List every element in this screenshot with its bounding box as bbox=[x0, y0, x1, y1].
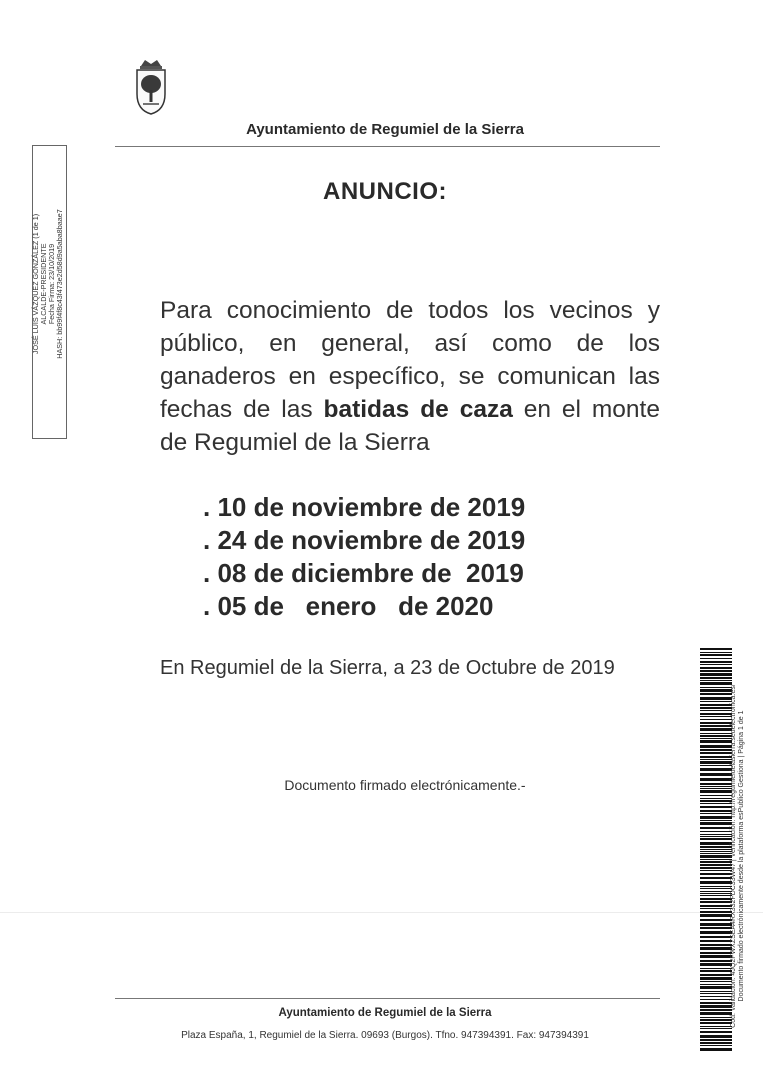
barcode-bar bbox=[700, 842, 732, 845]
signed-note: Documento firmado electrónicamente.- bbox=[284, 777, 526, 793]
footer-divider bbox=[115, 998, 660, 999]
verification-text bbox=[730, 666, 752, 1046]
barcode-bar bbox=[700, 1009, 732, 1011]
barcode-bar bbox=[700, 944, 732, 946]
barcode-bar bbox=[700, 1022, 732, 1024]
barcode-bar bbox=[700, 888, 732, 889]
intro-bold-text: batidas de caza bbox=[323, 396, 513, 423]
date-item: . 08 de diciembre de 2019 bbox=[203, 558, 524, 588]
barcode-bar bbox=[700, 919, 732, 921]
barcode-bar bbox=[700, 689, 732, 692]
barcode-bar bbox=[700, 867, 732, 869]
hunt-dates-list bbox=[203, 491, 623, 623]
barcode-bar bbox=[700, 803, 732, 804]
barcode-bar bbox=[700, 849, 732, 850]
barcode-bar bbox=[700, 661, 732, 663]
barcode-bar bbox=[700, 682, 732, 685]
barcode-bar bbox=[700, 981, 732, 982]
barcode-bar bbox=[700, 654, 732, 656]
barcode-icon bbox=[700, 648, 732, 1051]
barcode-bar bbox=[700, 725, 732, 727]
barcode-bar bbox=[700, 838, 732, 840]
date-item: . 24 de noviembre de 2019 bbox=[203, 525, 526, 555]
barcode-bar bbox=[700, 710, 732, 711]
barcode-bar bbox=[700, 984, 732, 985]
barcode-bar bbox=[700, 790, 732, 793]
verification-platform: Documento firmado electrónicamente desde la plataforma esPublico Gestiona | Página 1 de 1 bbox=[738, 710, 745, 1002]
barcode-bar bbox=[700, 893, 732, 894]
barcode-bar bbox=[700, 658, 732, 659]
barcode-bar bbox=[700, 891, 732, 892]
date-item: . 05 de enero de 2020 bbox=[203, 591, 494, 621]
barcode-bar bbox=[700, 877, 732, 879]
barcode-bar bbox=[700, 733, 732, 734]
barcode-bar bbox=[700, 1042, 732, 1044]
barcode-bar bbox=[700, 993, 732, 994]
barcode-bar bbox=[700, 908, 732, 909]
barcode-bar bbox=[700, 773, 732, 776]
date-item: . 10 de noviembre de 2019 bbox=[203, 492, 526, 522]
signature-role: ALCALDE-PRESIDENTE bbox=[39, 243, 48, 325]
intro-text-end: en el monte de Regumiel de la Sierra bbox=[160, 396, 660, 456]
barcode-bar bbox=[700, 749, 732, 751]
barcode-bar bbox=[700, 986, 732, 989]
barcode-bar bbox=[700, 652, 732, 653]
barcode-bar bbox=[700, 1039, 732, 1041]
barcode-bar bbox=[700, 1002, 732, 1004]
signature-text bbox=[32, 169, 64, 399]
barcode-bar bbox=[700, 697, 732, 700]
barcode-bar bbox=[700, 701, 732, 702]
barcode-bar bbox=[700, 861, 732, 863]
verification-code: Cód. Validación: 4JQ2FWXZSEA4RX332FDC33W47 | Verificación: http://regumieldelasierra.sedelectronica.es/ bbox=[730, 684, 737, 1028]
barcode-bar bbox=[700, 745, 732, 748]
barcode-bar bbox=[700, 795, 732, 796]
municipal-crest-icon bbox=[131, 56, 171, 116]
barcode-bar bbox=[700, 831, 732, 832]
barcode-bar bbox=[700, 864, 732, 866]
barcode-bar bbox=[700, 901, 732, 903]
barcode-bar bbox=[700, 960, 732, 962]
barcode-bar bbox=[700, 677, 732, 679]
barcode-bar bbox=[700, 719, 732, 720]
barcode-bar bbox=[700, 786, 732, 787]
barcode-bar bbox=[700, 1031, 732, 1033]
barcode-bar bbox=[700, 820, 732, 821]
barcode-bar bbox=[700, 800, 732, 802]
barcode-bar bbox=[700, 670, 732, 672]
barcode-bar bbox=[700, 970, 732, 972]
barcode-bar bbox=[700, 822, 732, 825]
signature-name: JOSÉ LUIS VÁZQUEZ GONZÁLEZ (1 de 1) bbox=[31, 213, 40, 355]
barcode-bar bbox=[700, 765, 732, 766]
barcode-bar bbox=[700, 914, 732, 917]
barcode-bar bbox=[700, 716, 732, 717]
barcode-bar bbox=[700, 816, 732, 819]
barcode-bar bbox=[700, 991, 732, 992]
barcode-bar bbox=[700, 873, 732, 875]
document-title: ANUNCIO: bbox=[323, 178, 447, 205]
signature-hash: HASH: bb99f4f8c43f473e2d58d9a5aba8baae7 bbox=[55, 209, 64, 359]
barcode-bar bbox=[700, 963, 732, 966]
barcode-bar bbox=[700, 707, 732, 709]
barcode-bar bbox=[700, 783, 732, 785]
barcode-bar bbox=[700, 693, 732, 695]
barcode-bar bbox=[700, 851, 732, 852]
barcode-bar bbox=[700, 911, 732, 913]
barcode-bar bbox=[700, 664, 732, 665]
barcode-bar bbox=[700, 974, 732, 976]
barcode-bar bbox=[700, 834, 732, 835]
barcode-bar bbox=[700, 1035, 732, 1038]
barcode-bar bbox=[700, 968, 732, 969]
barcode-bar bbox=[700, 855, 732, 858]
barcode-bar bbox=[700, 687, 732, 688]
barcode-bar bbox=[700, 667, 732, 669]
barcode-bar bbox=[700, 1048, 732, 1051]
barcode-bar bbox=[700, 813, 732, 814]
barcode-bar bbox=[700, 931, 732, 934]
intro-text-start: Para conocimiento de todos los vecinos y público, en general, así como de los ganaderos en específico, se comunican las fechas de las bbox=[160, 297, 660, 423]
barcode-bar bbox=[700, 905, 732, 907]
barcode-bar bbox=[700, 756, 732, 758]
header-divider bbox=[115, 146, 660, 147]
barcode-bar bbox=[700, 846, 732, 848]
barcode-bar bbox=[700, 1019, 732, 1021]
barcode-bar bbox=[700, 713, 732, 715]
barcode-bar bbox=[700, 738, 732, 739]
barcode-bar bbox=[700, 955, 732, 958]
signature-date: Fecha Firma: 23/10/2019 bbox=[47, 243, 56, 325]
closing-paragraph: En Regumiel de la Sierra, a 23 de Octubre de 2019 bbox=[160, 657, 615, 679]
barcode-bar bbox=[700, 680, 732, 681]
barcode-bar bbox=[700, 947, 732, 950]
intro-paragraph bbox=[160, 294, 660, 459]
barcode-bar bbox=[700, 870, 732, 871]
barcode-bar bbox=[700, 735, 732, 737]
barcode-bar bbox=[700, 827, 732, 829]
barcode-bar bbox=[700, 752, 732, 754]
barcode-bar bbox=[700, 704, 732, 706]
barcode-bar bbox=[700, 648, 732, 650]
barcode-bar bbox=[700, 761, 732, 764]
header-organization: Ayuntamiento de Regumiel de la Sierra bbox=[246, 121, 524, 138]
barcode-bar bbox=[700, 1017, 732, 1018]
barcode-bar bbox=[700, 952, 732, 954]
barcode-bar bbox=[700, 996, 732, 997]
barcode-bar bbox=[700, 927, 732, 929]
barcode-bar bbox=[700, 940, 732, 942]
barcode-bar bbox=[700, 1028, 732, 1029]
barcode-bar bbox=[700, 673, 732, 676]
barcode-bar bbox=[700, 810, 732, 812]
barcode-bar bbox=[700, 798, 732, 799]
scan-artifact-line bbox=[0, 912, 763, 913]
barcode-bar bbox=[700, 853, 732, 854]
barcode-bar bbox=[700, 923, 732, 926]
barcode-bar bbox=[700, 1005, 732, 1008]
barcode-bar bbox=[700, 895, 732, 896]
barcode-bar bbox=[700, 806, 732, 808]
barcode-bar bbox=[700, 778, 732, 781]
barcode-bar bbox=[700, 1012, 732, 1015]
barcode-bar bbox=[700, 1045, 732, 1046]
barcode-bar bbox=[700, 759, 732, 760]
barcode-bar bbox=[700, 898, 732, 900]
barcode-bar bbox=[700, 1026, 732, 1027]
barcode-bar bbox=[700, 859, 732, 860]
barcode-bar bbox=[700, 836, 732, 837]
barcode-bar bbox=[700, 886, 732, 887]
barcode-bar bbox=[700, 768, 732, 771]
barcode-bar bbox=[700, 999, 732, 1000]
footer-organization: Ayuntamiento de Regumiel de la Sierra bbox=[278, 1007, 492, 1019]
barcode-bar bbox=[700, 728, 732, 731]
barcode-bar bbox=[700, 722, 732, 724]
barcode-bar bbox=[700, 881, 732, 884]
footer-address: Plaza España, 1, Regumiel de la Sierra. 09693 (Burgos). Tfno. 947394391. Fax: 947394391 bbox=[181, 1030, 589, 1041]
barcode-bar bbox=[700, 740, 732, 743]
barcode-bar bbox=[700, 977, 732, 980]
barcode-bar bbox=[700, 936, 732, 938]
barcode-bar bbox=[700, 788, 732, 789]
